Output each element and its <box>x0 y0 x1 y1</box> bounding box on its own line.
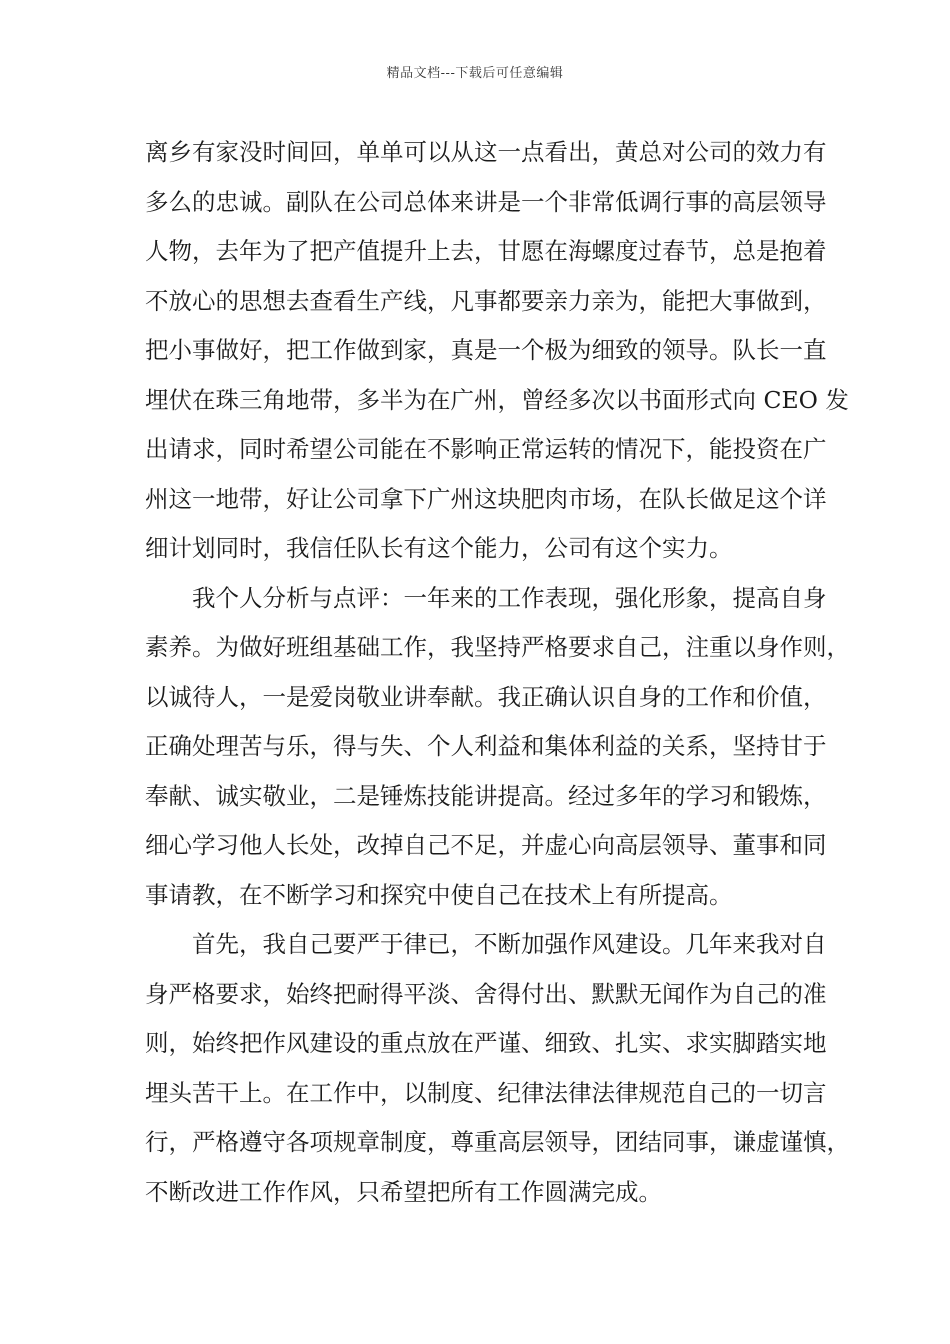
text-line: 离乡有家没时间回，单单可以从这一点看出，黄总对公司的效力有 <box>145 138 827 166</box>
text-line: 我个人分析与点评：一年来的工作表现，强化形象，提高自身 <box>192 583 827 612</box>
text-line: 事请教，在不断学习和探究中使自己在技术上有所提高。 <box>145 880 733 909</box>
text-line: 则，始终把作风建设的重点放在严谨、细致、扎实、求实脚踏实地 <box>145 1029 827 1057</box>
paragraph-1 <box>145 128 849 574</box>
text-line: 身严格要求，始终把耐得平淡、舍得付出、默默无闻作为自己的准 <box>145 979 827 1008</box>
paragraph-3 <box>145 920 850 1217</box>
paragraph-2 <box>145 574 850 921</box>
text-line: 细计划同时，我信任队长有这个能力，公司有这个实力。 <box>145 534 733 562</box>
text-line: 正确处理苦与乐，得与失、个人利益和集体利益的关系，坚持甘于 <box>145 732 827 760</box>
text-line: 把小事做好，把工作做到家，真是一个极为细致的领导。队长一直 <box>145 336 827 364</box>
text-line: 多么的忠诚。副队在公司总体来讲是一个非常低调行事的高层领导 <box>145 187 827 216</box>
text-line: 出请求，同时希望公司能在不影响正常运转的情况下，能投资在广 <box>145 435 827 463</box>
text-line: 行，严格遵守各项规章制度，尊重高层领导，团结同事，谦虚谨慎， <box>145 1128 850 1156</box>
text-line: 首先，我自己要严于律已，不断加强作风建设。几年来我对自 <box>192 930 827 958</box>
text-line: 以诚待人，一是爱岗敬业讲奉献。我正确认识自身的工作和价值， <box>145 682 827 711</box>
text-line: 素养。为做好班组基础工作，我坚持严格要求自己，注重以身作则， <box>145 633 850 661</box>
document-body <box>145 128 850 1217</box>
text-line: 埋伏在珠三角地带，多半为在广州，曾经多次以书面形式向 CEO 发 <box>145 385 849 414</box>
text-line: 细心学习他人长处，改掉自己不足，并虚心向高层领导、董事和同 <box>145 831 827 859</box>
text-line: 不放心的思想去查看生产线，凡事都要亲力亲为，能把大事做到， <box>145 286 827 315</box>
text-line: 人物，去年为了把产值提升上去，甘愿在海螺度过春节，总是抱着 <box>145 237 827 265</box>
page-header: 精品文档---下载后可任意编辑 <box>386 66 564 81</box>
text-line: 奉献、诚实敬业，二是锤炼技能讲提高。经过多年的学习和锻炼， <box>145 781 827 810</box>
text-line: 州这一地带，好让公司拿下广州这块肥肉市场，在队长做足这个详 <box>145 484 827 513</box>
text-line: 不断改进工作作风，只希望把所有工作圆满完成。 <box>145 1177 662 1206</box>
text-line: 埋头苦干上。在工作中，以制度、纪律法律法律规范自己的一切言 <box>145 1078 827 1107</box>
